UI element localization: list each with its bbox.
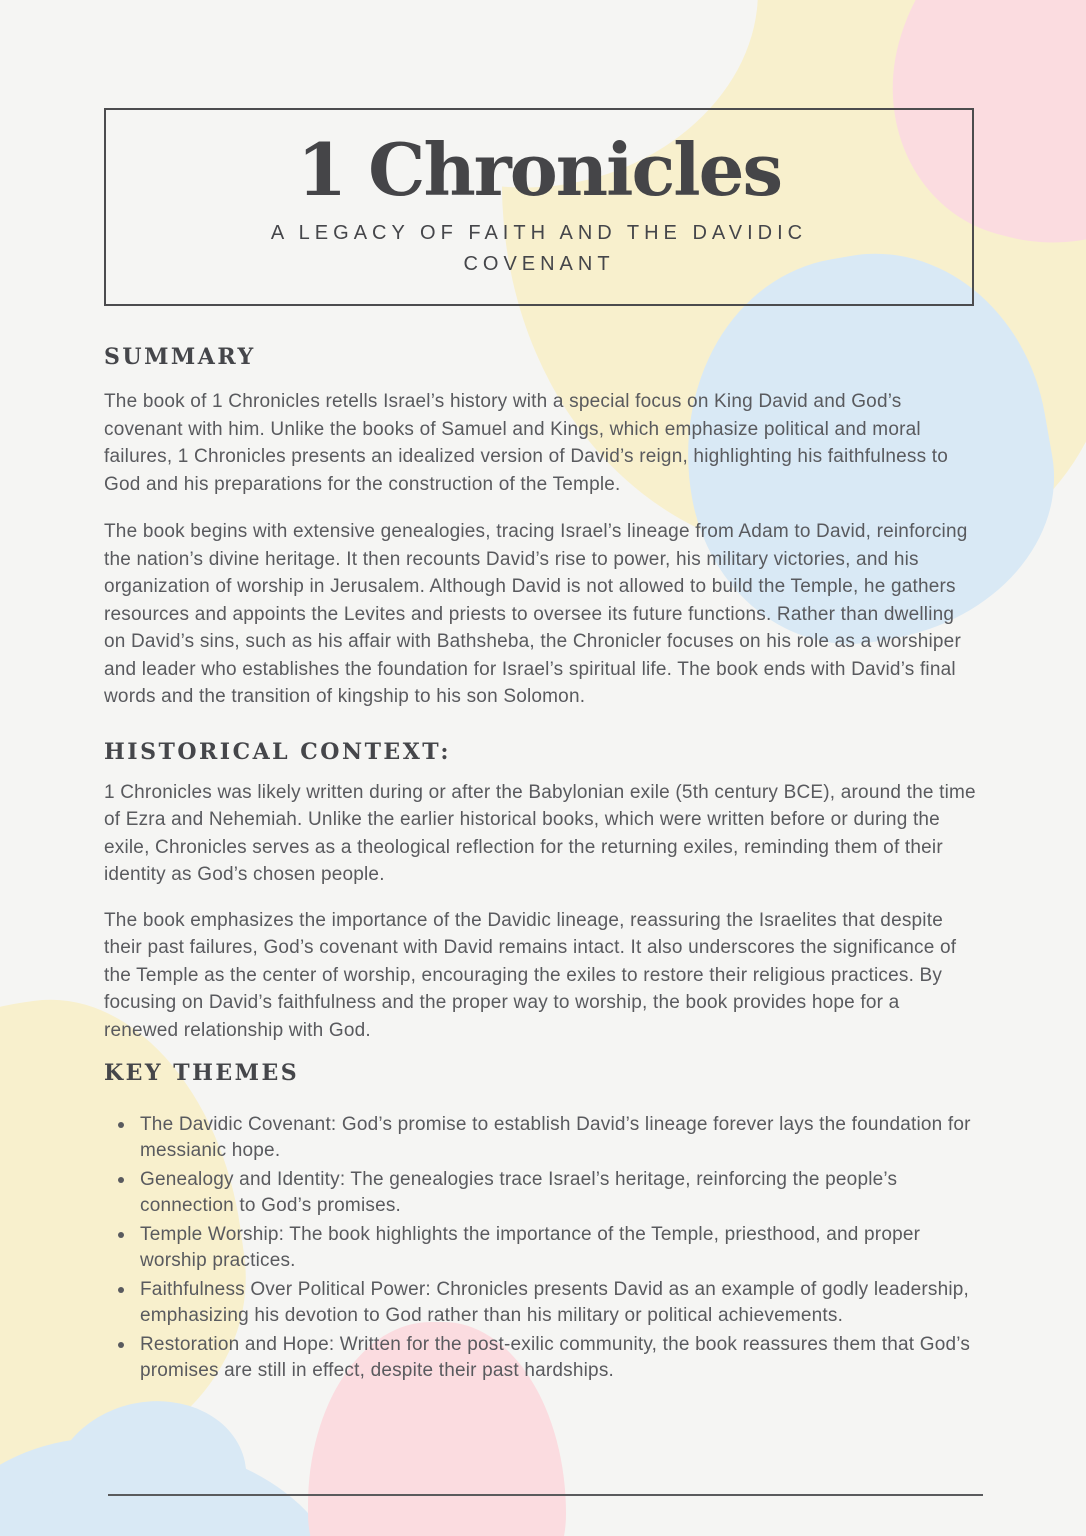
bullet-text: Genealogy and Identity: The genealogies trace Israel’s heritage, reinforcing the people’s connection to God’s promises.: [140, 1169, 898, 1216]
summary-paragraph-2: The book begins with extensive genealogies, tracing Israel’s lineage from Adam to David, reinforcing the nation’s divine heritage. It then recounts David’s rise to power, his military victories, and his organization of worship in Jerusalem. Although David is not allowed to build the Temple, he gathers resources and appoints the Levites and priests to oversee its future functions. Rather than dwelling on David’s sins, such as his affair with Bathsheba, the Chronicler focuses on his role as a worshiper and leader who establishes the foundation for Israel’s spiritual life. The book ends with David’s final words and the transition of kingship to his son Solomon.: [104, 521, 968, 707]
page-title: 1 Chronicles: [296, 127, 781, 212]
bullet-icon: [118, 1122, 124, 1128]
bullet-text: Restoration and Hope: Written for the post-exilic community, the book reassures them that God’s promises are still in effect, despite their past hardships.: [140, 1334, 971, 1381]
bullet-text: Temple Worship: The book highlights the importance of the Temple, priesthood, and proper worship practices.: [140, 1224, 921, 1271]
list-item: [118, 1112, 976, 1163]
key-themes-list: [104, 1112, 976, 1383]
bullet-icon: [118, 1232, 124, 1238]
bullet-icon: [118, 1177, 124, 1183]
section-heading-historical-context: HISTORICAL CONTEXT:: [104, 738, 451, 765]
section-heading-summary: SUMMARY: [104, 344, 256, 370]
historical-context-paragraph-2: The book emphasizes the importance of the Davidic lineage, reassuring the Israelites that despite their past failures, God’s covenant with David remains intact. It also underscores the significance of the Temple as the center of worship, encouraging the exiles to restore their religious practices. By focusing on David’s faithfulness and the proper way to worship, the book provides hope for a renewed relationship with God.: [104, 909, 957, 1041]
historical-context-paragraph-1: 1 Chronicles was likely written during or after the Babylonian exile (5th century BCE), around the time of Ezra and Nehemiah. Unlike the earlier historical books, which were written before or during the exile, Chronicles serves as a theological reflection for the returning exiles, reminding them of their identity as God’s chosen people.: [104, 781, 976, 885]
footer-divider: [108, 1494, 983, 1496]
list-item: [118, 1167, 976, 1218]
list-item: [118, 1222, 976, 1273]
bullet-icon: [118, 1342, 124, 1348]
list-item: [118, 1277, 976, 1328]
list-item: [118, 1332, 976, 1383]
page-subtitle: A LEGACY OF FAITH AND THE DAVIDIC COVENANT: [270, 222, 808, 275]
section-heading-key-themes: KEY THEMES: [104, 1060, 300, 1086]
summary-paragraph-1: The book of 1 Chronicles retells Israel’s history with a special focus on King David and God’s covenant with him. Unlike the books of Samuel and Kings, which emphasize political and moral failures, 1 Chronicles presents an idealized version of David’s reign, highlighting his faithfulness to God and his preparations for the construction of the Temple.: [104, 391, 949, 495]
title-box: [104, 108, 974, 306]
bullet-text: The Davidic Covenant: God’s promise to establish David’s lineage forever lays the foundation for messianic hope.: [140, 1114, 971, 1161]
document-content: [104, 0, 976, 1387]
bullet-text: Faithfulness Over Political Power: Chronicles presents David as an example of godly leadership, emphasizing his devotion to God rather than his military or political achievements.: [140, 1279, 970, 1326]
bullet-icon: [118, 1287, 124, 1293]
